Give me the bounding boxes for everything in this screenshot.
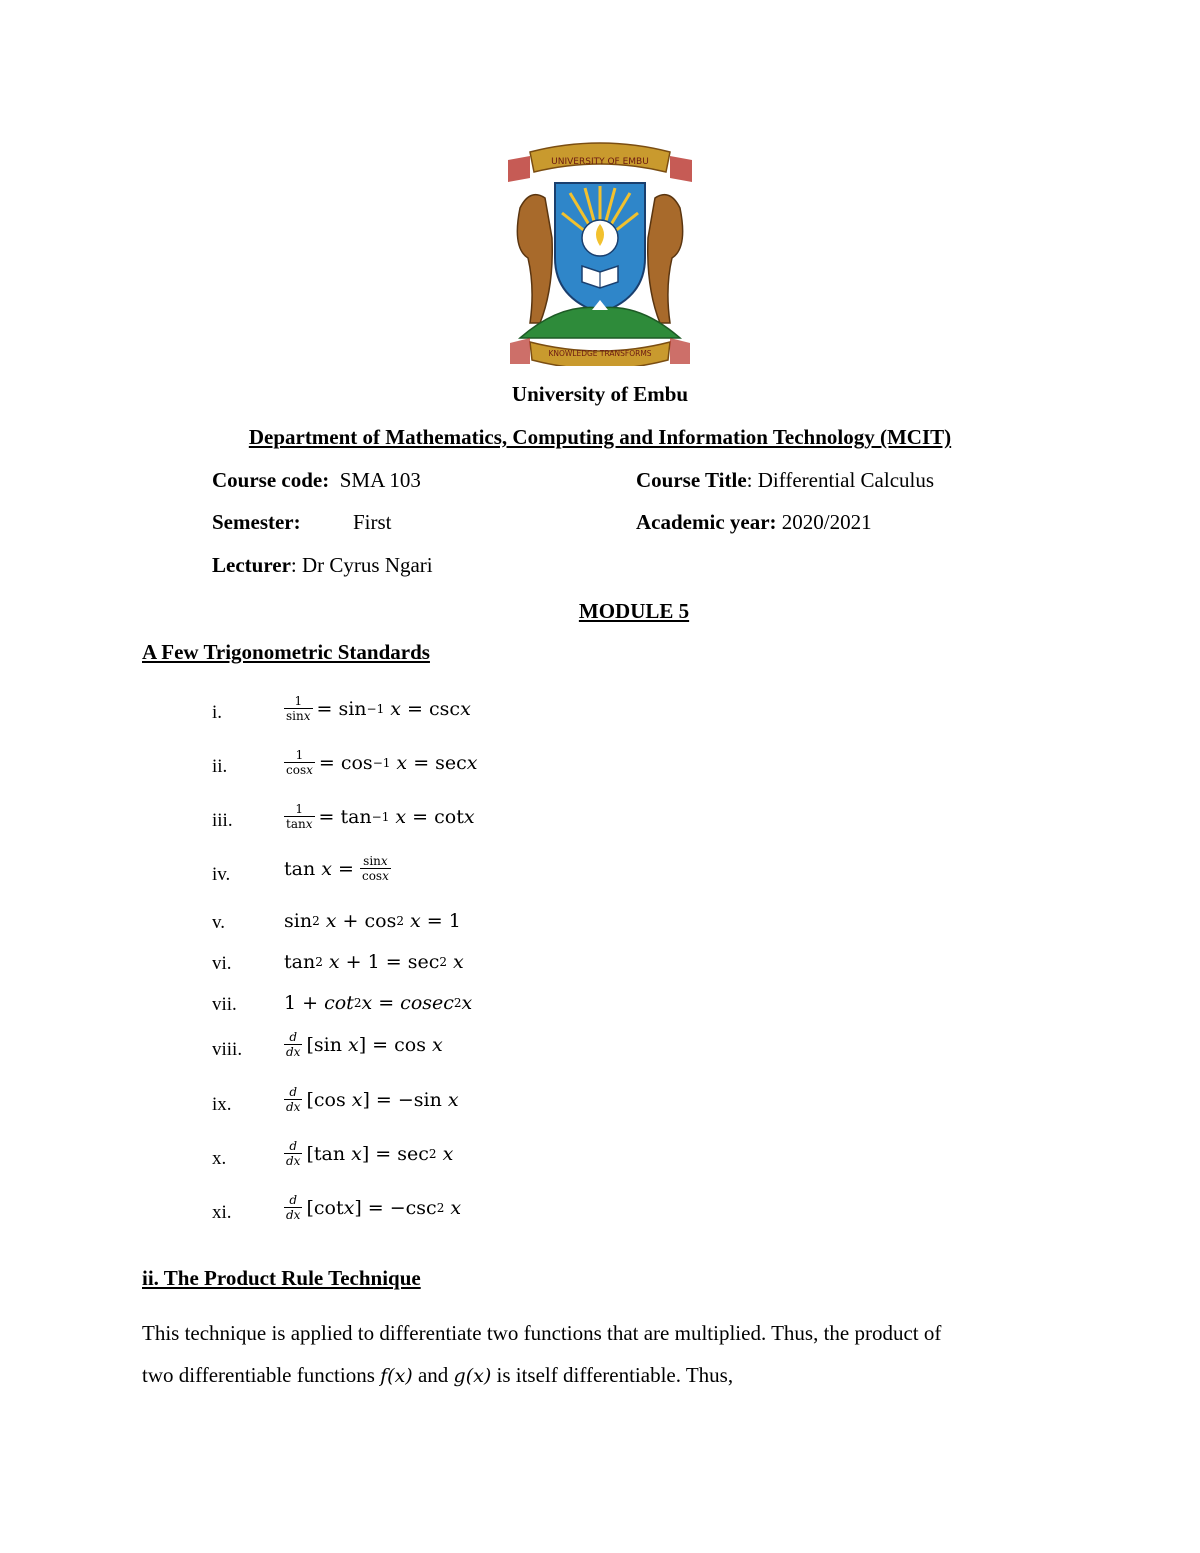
item-numeral: vi. (212, 953, 232, 974)
product-rule-title: ii. The Product Rule Technique (142, 1266, 421, 1290)
formula-d-tan: $\frac{d}{dx}$ [tan x ] = sec 2 x (286, 1139, 454, 1168)
academic-year-label: Academic year: (636, 510, 777, 534)
item-numeral: v. (212, 912, 226, 933)
course-title-label: Course Title (636, 468, 747, 492)
item-numeral: i. (212, 702, 223, 723)
paragraph-text: two differentiable functions (142, 1363, 381, 1387)
formula-d-cos: $\frac{d}{dx}$ [cos x ] = −sin x (286, 1085, 459, 1114)
academic-year (636, 510, 872, 535)
paragraph-text: is itself differentiable. Thus, (491, 1363, 734, 1387)
university-crest-logo (500, 138, 700, 366)
formula-sec: $\frac{1}{\cos x}$ = cos −1 x = sec x (286, 748, 478, 777)
university-name: University of Embu (511, 382, 689, 406)
semester-value: First (353, 510, 392, 534)
item-numeral: viii. (212, 1039, 243, 1060)
item-numeral: iv. (212, 864, 231, 885)
course-code-label: Course code: (212, 468, 330, 492)
paragraph-line-1: This technique is applied to differentiate two functions that are multiplied. Thus, the product of (142, 1321, 942, 1345)
academic-year-value: 2020/2021 (781, 510, 872, 534)
function-f: f(x) (380, 1365, 413, 1387)
formula-pythag-3: 1 + cot 2 x = cosec 2 x (284, 992, 473, 1014)
course-title (636, 468, 934, 493)
formula-d-sin: $\frac{d}{dx}$ [sin x ] = cos x (286, 1030, 443, 1059)
item-numeral: iii. (212, 810, 233, 831)
lecturer-value: : Dr Cyrus Ngari (290, 553, 433, 577)
svg-text:UNIVERSITY OF EMBU: UNIVERSITY OF EMBU (551, 157, 649, 167)
item-numeral: ii. (212, 756, 228, 777)
semester-label: Semester: (212, 510, 301, 534)
formula-csc: $\frac{1}{\sin x}$ = sin −1 x = csc x (286, 694, 471, 723)
product-rule-paragraph (142, 1312, 1062, 1397)
formula-cot: $\frac{1}{\tan x}$ = tan −1 x = cot x (286, 802, 475, 831)
formula-pythag-2: tan 2 x + 1 = sec 2 x (284, 951, 464, 973)
course-code (212, 468, 421, 493)
formula-tan-ratio: tan x = $\frac{\sin x}{\cos x}$ (284, 854, 389, 883)
department-name: Department of Mathematics, Computing and Information Technology (MCIT) (248, 425, 952, 449)
item-numeral: vii. (212, 994, 237, 1015)
paragraph-text: and (412, 1363, 454, 1387)
formula-d-cot: $\frac{d}{dx}$ [cot x ] = −csc 2 x (286, 1193, 462, 1222)
item-numeral: xi. (212, 1202, 232, 1223)
module-title: MODULE 5 (578, 599, 690, 623)
item-numeral: x. (212, 1148, 227, 1169)
section-title: A Few Trigonometric Standards (142, 640, 430, 664)
paragraph-line-2 (142, 1354, 1062, 1397)
function-g: g(x) (453, 1365, 492, 1387)
svg-text:KNOWLEDGE TRANSFORMS: KNOWLEDGE TRANSFORMS (548, 349, 652, 358)
formula-pythag-1: sin 2 x + cos 2 x = 1 (284, 910, 461, 932)
course-code-value: SMA 103 (339, 468, 421, 492)
course-title-value: : Differential Calculus (746, 468, 935, 492)
lecturer-label: Lecturer (212, 553, 291, 577)
item-numeral: ix. (212, 1094, 232, 1115)
lecturer (212, 553, 433, 578)
semester (212, 510, 301, 535)
